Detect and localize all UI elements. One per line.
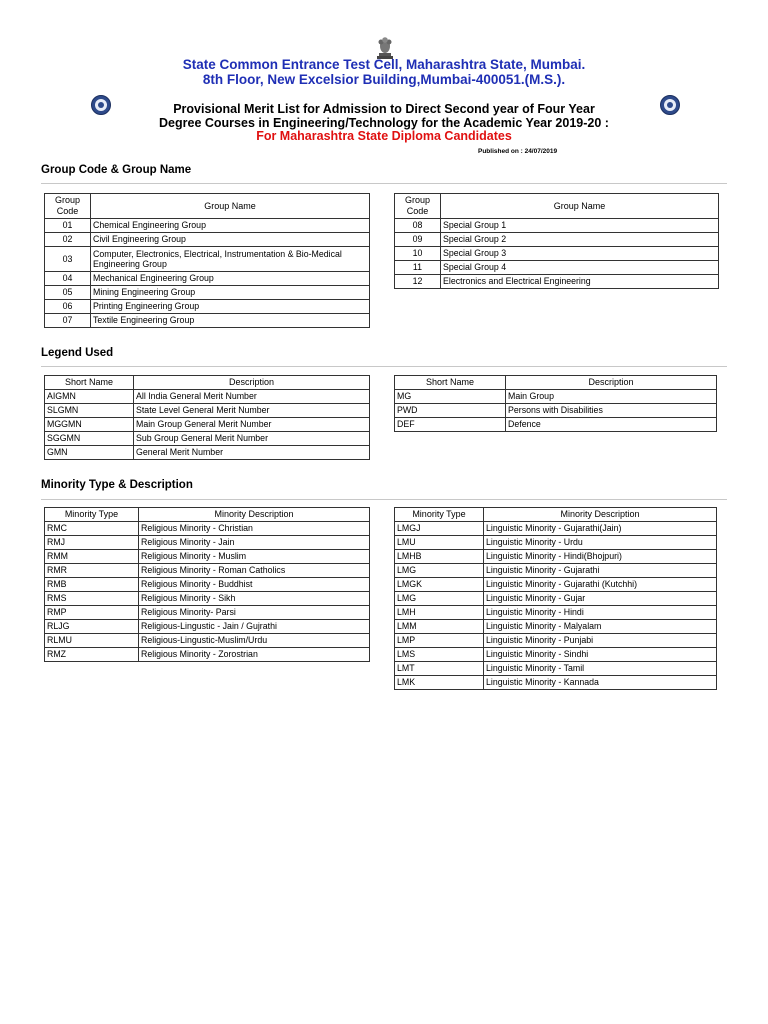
table-row: LMG Linguistic Minority - Gujarathi — [395, 564, 717, 578]
table-row: AIGMN All India General Merit Number — [45, 390, 370, 404]
table-row: 04 Mechanical Engineering Group — [45, 272, 370, 286]
published-date: Published on : 24/07/2019 — [478, 148, 558, 155]
table-row: LMH Linguistic Minority - Hindi — [395, 606, 717, 620]
table-row: RLJG Religious-Lingustic - Jain / Gujrathi — [45, 620, 370, 634]
table-row: RMP Religious Minority- Parsi — [45, 606, 370, 620]
table-row: 10 Special Group 3 — [395, 247, 719, 261]
table-row: LMHB Linguistic Minority - Hindi(Bhojpuri) — [395, 550, 717, 564]
document-subtitle: For Maharashtra State Diploma Candidates — [256, 129, 512, 143]
minority-table-right — [394, 507, 717, 690]
table-row: MG Main Group — [395, 390, 717, 404]
table-row: LMGK Linguistic Minority - Gujarathi (Kutchhi) — [395, 578, 717, 592]
col-header-short-name: Short Name — [395, 376, 506, 390]
table-row: SLGMN State Level General Merit Number — [45, 404, 370, 418]
col-header-minority-description: Minority Description — [139, 508, 370, 522]
table-row: 06 Printing Engineering Group — [45, 300, 370, 314]
table-row: RMZ Religious Minority - Zorostrian — [45, 648, 370, 662]
section-divider — [41, 366, 727, 367]
table-row: LMG Linguistic Minority - Gujar — [395, 592, 717, 606]
document-title-line2: Degree Courses in Engineering/Technology for the Academic Year 2019-20 : — [159, 116, 609, 130]
table-row: 05 Mining Engineering Group — [45, 286, 370, 300]
table-row: 08 Special Group 1 — [395, 219, 719, 233]
table-row: 09 Special Group 2 — [395, 233, 719, 247]
table-row: SGGMN Sub Group General Merit Number — [45, 432, 370, 446]
table-row: 07 Textile Engineering Group — [45, 314, 370, 328]
col-header-description: Description — [134, 376, 370, 390]
office-name: State Common Entrance Test Cell, Maharashtra State, Mumbai. — [182, 57, 586, 72]
section-divider — [41, 499, 727, 500]
section-divider — [41, 183, 727, 184]
table-row: PWD Persons with Disabilities — [395, 404, 717, 418]
minority-table-left — [44, 507, 370, 662]
table-row: LMGJ Linguistic Minority - Gujarathi(Jain) — [395, 522, 717, 536]
table-row: MGGMN Main Group General Merit Number — [45, 418, 370, 432]
col-header-minority-type: Minority Type — [395, 508, 484, 522]
group-table-left — [44, 193, 370, 328]
col-header-minority-description: Minority Description — [484, 508, 717, 522]
table-row: 02 Civil Engineering Group — [45, 233, 370, 247]
legend-table-right — [394, 375, 717, 432]
table-row: 01 Chemical Engineering Group — [45, 219, 370, 233]
col-header-group-name: Group Name — [91, 194, 370, 219]
group-table-right — [394, 193, 719, 289]
table-row: LMU Linguistic Minority - Urdu — [395, 536, 717, 550]
table-row: DEF Defence — [395, 418, 717, 432]
table-row: RMS Religious Minority - Sikh — [45, 592, 370, 606]
col-header-group-name: Group Name — [441, 194, 719, 219]
table-row: RMC Religious Minority - Christian — [45, 522, 370, 536]
table-row: RLMU Religious-Lingustic-Muslim/Urdu — [45, 634, 370, 648]
table-row: 11 Special Group 4 — [395, 261, 719, 275]
table-row: RMR Religious Minority - Roman Catholics — [45, 564, 370, 578]
document-title-line1: Provisional Merit List for Admission to Direct Second year of Four Year — [173, 102, 595, 116]
table-row: LMK Linguistic Minority - Kannada — [395, 676, 717, 690]
group-section-title: Group Code & Group Name — [41, 164, 192, 176]
col-header-minority-type: Minority Type — [45, 508, 139, 522]
table-row: RMM Religious Minority - Muslim — [45, 550, 370, 564]
table-row: GMN General Merit Number — [45, 446, 370, 460]
col-header-group-code: Group Code — [395, 194, 441, 219]
office-address: 8th Floor, New Excelsior Building,Mumbai-400051.(M.S.). — [202, 72, 566, 87]
table-row: 12 Electronics and Electrical Engineering — [395, 275, 719, 289]
table-row: LMP Linguistic Minority - Punjabi — [395, 634, 717, 648]
col-header-group-code: Group Code — [45, 194, 91, 219]
col-header-description: Description — [506, 376, 717, 390]
table-row: RMB Religious Minority - Buddhist — [45, 578, 370, 592]
col-header-short-name: Short Name — [45, 376, 134, 390]
table-row: 03 Computer, Electronics, Electrical, Instrumentation & Bio-Medical Engineering Group — [45, 247, 370, 272]
legend-table-left — [44, 375, 370, 460]
legend-section-title: Legend Used — [41, 347, 114, 359]
table-row: LMT Linguistic Minority - Tamil — [395, 662, 717, 676]
table-row: LMM Linguistic Minority - Malyalam — [395, 620, 717, 634]
minority-section-title: Minority Type & Description — [41, 479, 193, 491]
table-row: LMS Linguistic Minority - Sindhi — [395, 648, 717, 662]
table-row: RMJ Religious Minority - Jain — [45, 536, 370, 550]
